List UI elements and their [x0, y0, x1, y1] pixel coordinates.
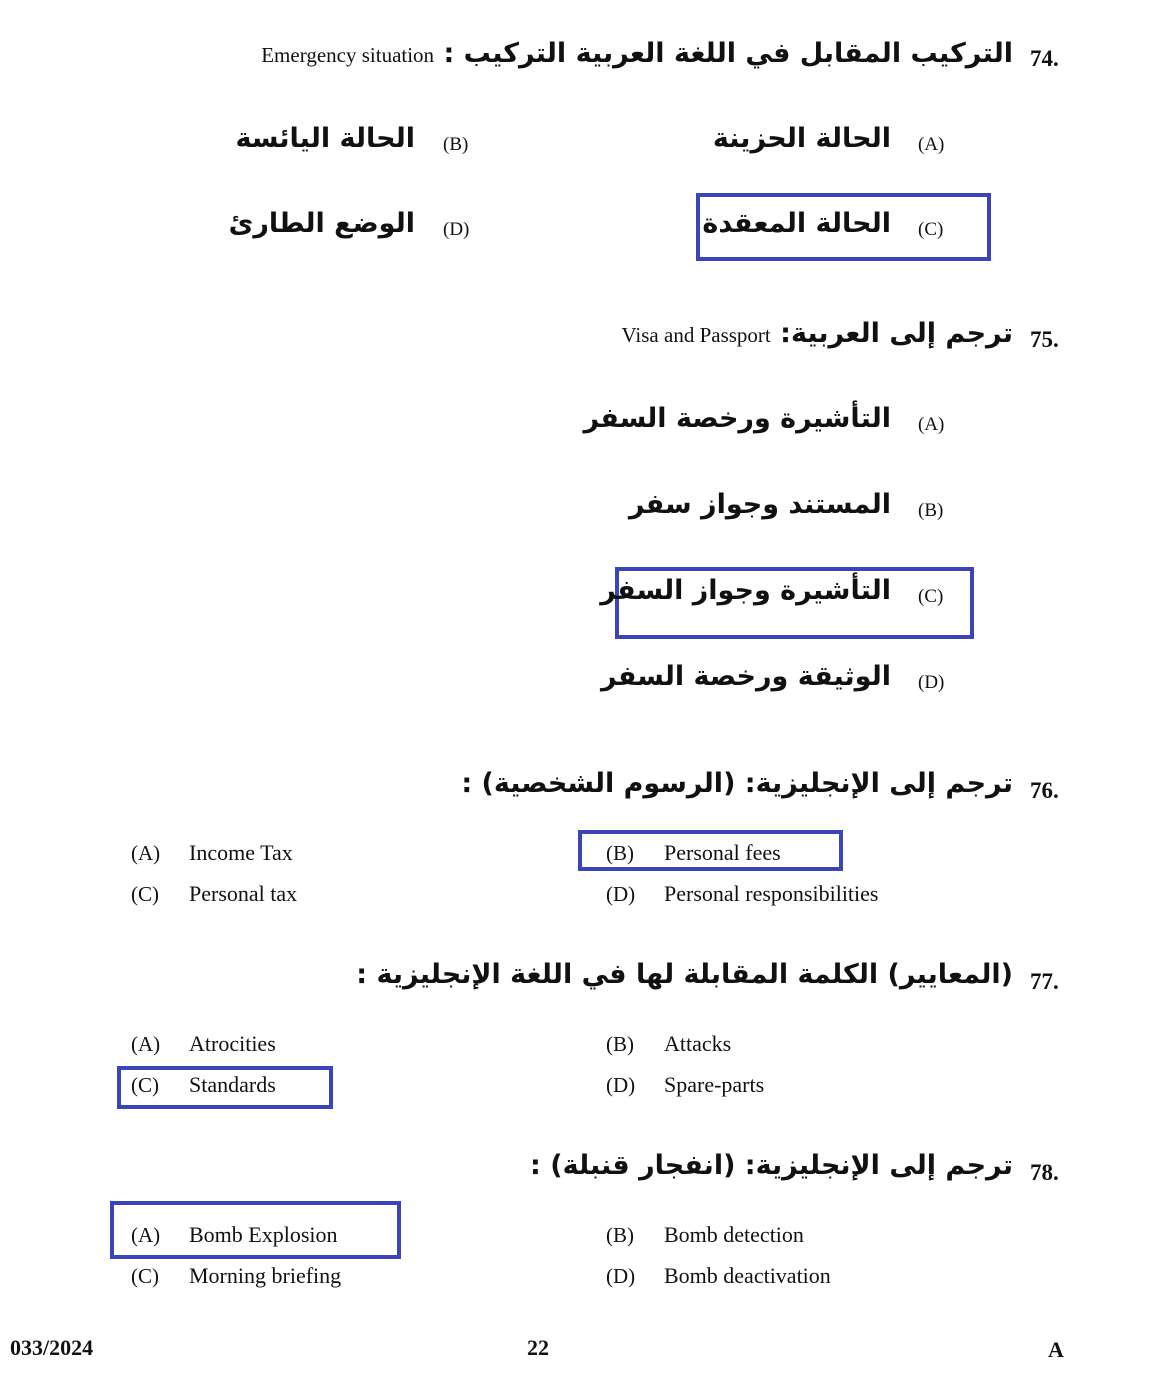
option-text: التأشيرة وجواز السفر: [600, 575, 891, 606]
option-text: الحالة المعقدة: [702, 208, 891, 239]
question-text: [261, 38, 1013, 69]
option-letter: (D): [606, 882, 636, 906]
question-text-english: Emergency situation: [261, 43, 435, 67]
question-number: 76.: [1030, 778, 1059, 803]
option-letter: (A): [918, 414, 945, 435]
option-letter: (C): [131, 882, 159, 906]
option-letter: (C): [918, 586, 944, 607]
option-letter: (B): [606, 1223, 634, 1247]
series-letter: A: [1048, 1337, 1064, 1362]
option-letter: (D): [443, 219, 470, 240]
option-text: الحالة الحزينة: [712, 123, 891, 154]
paper-code: 033/2024: [10, 1335, 94, 1360]
option-letter: (B): [606, 841, 634, 865]
option-letter: (A): [918, 134, 945, 155]
option-letter: (B): [443, 134, 469, 155]
option-text: Personal tax: [189, 881, 298, 906]
option-letter: (D): [606, 1073, 636, 1097]
option-letter: (D): [606, 1264, 636, 1288]
question-number: 74.: [1030, 46, 1059, 71]
question-text: [622, 318, 1013, 349]
option-letter: (C): [131, 1073, 159, 1097]
option-text: Personal responsibilities: [664, 881, 879, 906]
option-text: Atrocities: [189, 1031, 276, 1056]
option-text: التأشيرة ورخصة السفر: [583, 403, 891, 434]
question-number: 78.: [1030, 1160, 1059, 1185]
question-text-english: Visa and Passport: [621, 323, 771, 347]
option-letter: (A): [131, 841, 161, 865]
question-number: 77.: [1030, 969, 1059, 994]
option-text: الوثيقة ورخصة السفر: [601, 661, 891, 692]
option-text: Income Tax: [189, 840, 293, 865]
page-number: 22: [527, 1335, 549, 1360]
question-text-arabic: التركيب المقابل في اللغة العربية التركيب :: [443, 38, 1013, 69]
question-number: 75.: [1030, 327, 1059, 352]
option-text: Spare-parts: [664, 1072, 765, 1097]
option-text: Bomb detection: [664, 1222, 804, 1247]
option-letter: (B): [918, 500, 944, 521]
option-letter: (C): [918, 219, 944, 240]
question-text-arabic: (المعايير) الكلمة المقابلة لها في اللغة الإنجليزية :: [356, 959, 1013, 990]
question-text-arabic: ترجم إلى العربية:: [780, 318, 1013, 349]
option-text: Morning briefing: [189, 1263, 342, 1288]
option-text: الحالة اليائسة: [235, 123, 415, 154]
option-text: Standards: [189, 1072, 276, 1097]
option-letter: (D): [918, 672, 945, 693]
question-text-arabic: ترجم إلى الإنجليزية: (الرسوم الشخصية) :: [461, 768, 1013, 799]
option-text: الوضع الطارئ: [228, 208, 415, 239]
option-text: Attacks: [664, 1031, 732, 1056]
option-text: Personal fees: [664, 840, 781, 865]
question-text-arabic: ترجم إلى الإنجليزية: (انفجار قنبلة) :: [530, 1150, 1013, 1181]
option-letter: (B): [606, 1032, 634, 1056]
option-letter: (A): [131, 1032, 161, 1056]
option-text: Bomb deactivation: [664, 1263, 831, 1288]
option-text: Bomb Explosion: [189, 1222, 338, 1247]
option-letter: (C): [131, 1264, 159, 1288]
option-letter: (A): [131, 1223, 161, 1247]
option-text: المستند وجواز سفر: [628, 489, 891, 520]
